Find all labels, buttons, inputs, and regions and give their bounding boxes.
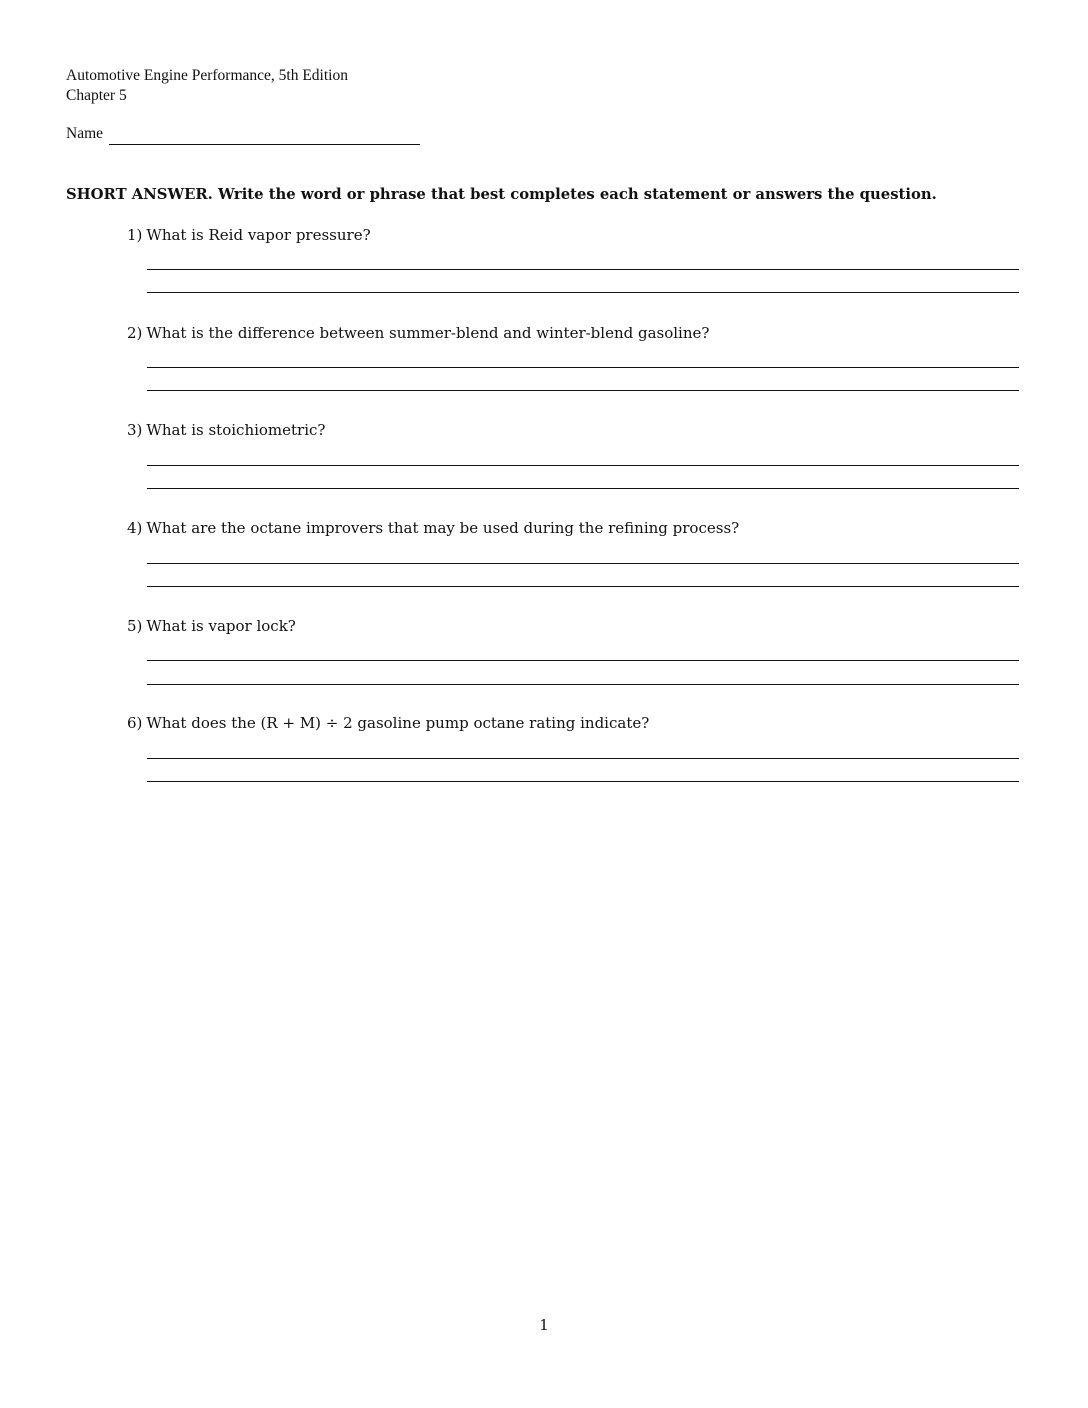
question-number: 4) — [127, 519, 143, 537]
answer-line-1a[interactable] — [147, 269, 1019, 270]
question-text: What is the difference between summer-blend and winter-blend gasoline? — [146, 324, 710, 342]
question-text: What is vapor lock? — [146, 617, 296, 635]
answer-line-4b[interactable] — [147, 586, 1019, 587]
answer-line-5a[interactable] — [147, 660, 1019, 661]
question-text: What does the (R + M) ÷ 2 gasoline pump octane rating indicate? — [146, 714, 650, 732]
answer-line-6a[interactable] — [147, 758, 1019, 759]
question-number: 6) — [127, 714, 143, 732]
name-field-line[interactable] — [109, 144, 420, 145]
question-2 — [127, 323, 709, 343]
question-text: What are the octane improvers that may be used during the refining process? — [146, 519, 740, 537]
answer-line-6b[interactable] — [147, 781, 1019, 782]
answer-line-4a[interactable] — [147, 563, 1019, 564]
page-number: 1 — [539, 1316, 549, 1334]
instructions: SHORT ANSWER. Write the word or phrase that best completes each statement or answers the question. — [66, 186, 937, 203]
question-number: 5) — [127, 617, 143, 635]
answer-line-3b[interactable] — [147, 488, 1019, 489]
answer-line-5b[interactable] — [147, 684, 1019, 685]
question-4 — [127, 518, 739, 538]
book-title: Automotive Engine Performance, 5th Edition — [66, 67, 348, 84]
question-text: What is stoichiometric? — [146, 421, 326, 439]
question-5 — [127, 616, 296, 636]
question-6 — [127, 713, 649, 733]
question-1 — [127, 225, 371, 245]
answer-line-2b[interactable] — [147, 390, 1019, 391]
question-text: What is Reid vapor pressure? — [146, 226, 371, 244]
question-number: 1) — [127, 226, 143, 244]
answer-line-3a[interactable] — [147, 465, 1019, 466]
chapter-label: Chapter 5 — [66, 87, 127, 104]
answer-line-1b[interactable] — [147, 292, 1019, 293]
answer-line-2a[interactable] — [147, 367, 1019, 368]
question-3 — [127, 420, 325, 440]
question-number: 3) — [127, 421, 143, 439]
question-number: 2) — [127, 324, 143, 342]
name-label: Name — [66, 125, 104, 142]
